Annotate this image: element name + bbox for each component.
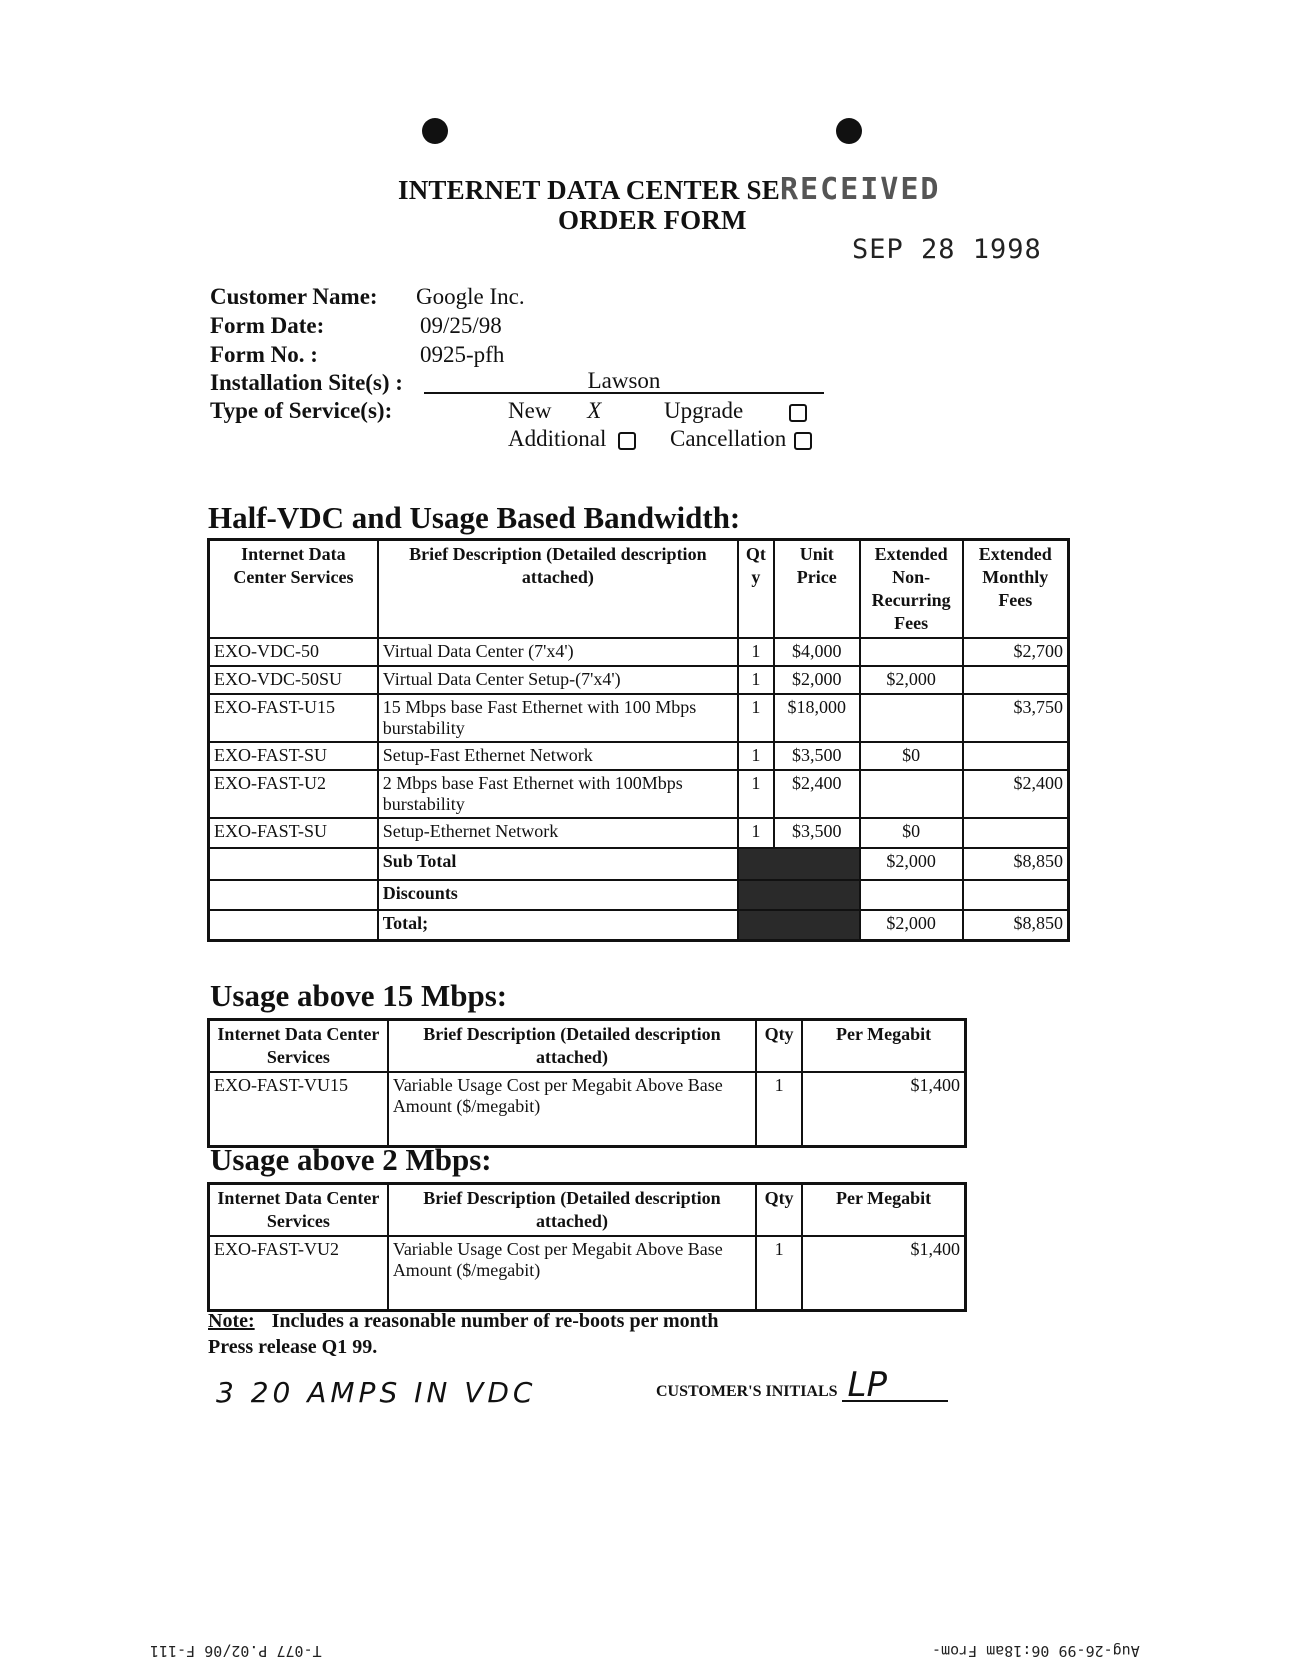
form-title-line1: INTERNET DATA CENTER SERECEIVED	[398, 172, 941, 207]
header-per-megabit: Per Megabit	[802, 1184, 965, 1237]
cell-desc: Virtual Data Center (7'x4')	[378, 638, 738, 666]
cell-code: EXO-VDC-50SU	[209, 666, 378, 694]
option-new	[508, 398, 601, 424]
initials-field	[656, 1365, 948, 1405]
table-row	[209, 770, 1069, 818]
additional-checkbox-icon	[618, 432, 636, 450]
cell-price: $2,400	[774, 770, 860, 818]
bandwidth-table	[207, 538, 1070, 942]
initials-label: CUSTOMER'S INITIALS	[656, 1383, 838, 1400]
cell-mrc	[963, 818, 1069, 848]
table-row	[209, 666, 1069, 694]
table-row	[209, 638, 1069, 666]
redacted-block	[738, 880, 860, 910]
table-header-row	[209, 1184, 966, 1237]
type-of-service-label: Type of Service(s):	[210, 398, 393, 423]
table-header-row	[209, 540, 1069, 639]
cell-per: $1,400	[802, 1236, 965, 1310]
usage-2-table	[207, 1182, 967, 1312]
cell-price: $3,500	[774, 818, 860, 848]
cell-qty: 1	[738, 818, 774, 848]
cell-nrc: $0	[860, 818, 963, 848]
cell-code: EXO-FAST-VU15	[209, 1072, 388, 1146]
cell-empty	[860, 880, 963, 910]
header-description: Brief Description (Detailed description attached)	[388, 1184, 756, 1237]
upgrade-checkbox-icon	[789, 404, 807, 422]
table-row	[209, 742, 1069, 770]
form-date-value: 09/25/98	[420, 313, 502, 338]
note-label: Note:	[208, 1310, 255, 1332]
initials-value: LP	[842, 1370, 948, 1402]
date-stamp: SEP 28 1998	[852, 234, 1042, 265]
header-monthly: Extended Monthly Fees	[963, 540, 1069, 639]
option-additional-label: Additional	[508, 426, 607, 451]
form-date-label: Form Date:	[210, 313, 325, 338]
section3-heading: Usage above 2 Mbps:	[210, 1142, 492, 1177]
form-title-line2: ORDER FORM	[558, 205, 747, 235]
cell-mrc: $2,400	[963, 770, 1069, 818]
cell-qty: 1	[738, 770, 774, 818]
cell-price: $2,000	[774, 666, 860, 694]
redacted-block	[738, 910, 860, 940]
table-row	[209, 1236, 966, 1310]
punch-hole-left	[422, 118, 448, 144]
cell-price: $4,000	[774, 638, 860, 666]
total-row	[209, 910, 1069, 940]
subtotal-nrc: $2,000	[860, 848, 963, 880]
subtotal-mrc: $8,850	[963, 848, 1069, 880]
header-services: Internet Data Center Services	[209, 1184, 388, 1237]
option-cancellation-label: Cancellation	[670, 426, 787, 451]
cell-mrc: $2,700	[963, 638, 1069, 666]
header-qty: Qt y	[738, 540, 774, 639]
note-line	[208, 1310, 719, 1333]
customer-name-label: Customer Name:	[210, 284, 378, 309]
total-nrc: $2,000	[860, 910, 963, 940]
option-upgrade-label: Upgrade	[664, 398, 744, 423]
cell-qty: 1	[738, 666, 774, 694]
option-upgrade	[664, 398, 807, 424]
table-row	[209, 694, 1069, 742]
discounts-label: Discounts	[378, 880, 738, 910]
cell-qty: 1	[756, 1236, 802, 1310]
cell-desc: 2 Mbps base Fast Ethernet with 100Mbps burstability	[378, 770, 738, 818]
installation-site-value: Lawson	[424, 368, 824, 394]
header-unit-price: Unit Price	[774, 540, 860, 639]
cell-empty	[209, 880, 378, 910]
header-description: Brief Description (Detailed description attached)	[388, 1020, 756, 1073]
cell-code: EXO-VDC-50	[209, 638, 378, 666]
fax-footer-right: Aug-26-99 06:18am From-	[932, 1642, 1140, 1660]
cell-desc: Setup-Ethernet Network	[378, 818, 738, 848]
fax-footer-left: T-077 P.02/06 F-111	[150, 1642, 322, 1660]
cell-nrc: $0	[860, 742, 963, 770]
table-header-row	[209, 1020, 966, 1073]
subtotal-row	[209, 848, 1069, 880]
press-release: Press release Q1 99.	[208, 1336, 378, 1358]
form-no-value: 0925-pfh	[420, 342, 505, 367]
installation-site-label: Installation Site(s) :	[210, 370, 403, 395]
total-mrc: $8,850	[963, 910, 1069, 940]
handwritten-note: 3 20 AMPS IN VDC	[216, 1376, 537, 1409]
cell-nrc: $2,000	[860, 666, 963, 694]
cell-price: $18,000	[774, 694, 860, 742]
cell-qty: 1	[756, 1072, 802, 1146]
option-cancellation	[670, 426, 812, 452]
cell-per: $1,400	[802, 1072, 965, 1146]
cell-empty	[209, 910, 378, 940]
cell-empty	[963, 880, 1069, 910]
header-nonrecurring: Extended Non-Recurring Fees	[860, 540, 963, 639]
option-new-label: New	[508, 398, 552, 423]
cell-code: EXO-FAST-SU	[209, 742, 378, 770]
cell-code: EXO-FAST-U2	[209, 770, 378, 818]
option-additional	[508, 426, 636, 452]
header-description: Brief Description (Detailed description attached)	[378, 540, 738, 639]
header-services: Internet Data Center Services	[209, 540, 378, 639]
customer-name-value: Google Inc.	[416, 284, 525, 309]
cell-mrc	[963, 742, 1069, 770]
cell-desc: 15 Mbps base Fast Ethernet with 100 Mbps burstability	[378, 694, 738, 742]
header-qty: Qty	[756, 1020, 802, 1073]
total-label: Total;	[378, 910, 738, 940]
cell-desc: Variable Usage Cost per Megabit Above Base Amount ($/megabit)	[388, 1236, 756, 1310]
table-row	[209, 818, 1069, 848]
cell-desc: Setup-Fast Ethernet Network	[378, 742, 738, 770]
cell-nrc	[860, 694, 963, 742]
cell-nrc	[860, 770, 963, 818]
note-text: Includes a reasonable number of re-boots per month	[271, 1310, 719, 1332]
section2-heading: Usage above 15 Mbps:	[210, 978, 508, 1013]
subtotal-label: Sub Total	[378, 848, 738, 880]
cell-code: EXO-FAST-VU2	[209, 1236, 388, 1310]
cell-qty: 1	[738, 694, 774, 742]
option-new-mark: X	[587, 398, 602, 423]
cell-price: $3,500	[774, 742, 860, 770]
cell-nrc	[860, 638, 963, 666]
redacted-block	[738, 848, 860, 880]
header-per-megabit: Per Megabit	[802, 1020, 965, 1073]
cell-desc: Variable Usage Cost per Megabit Above Base Amount ($/megabit)	[388, 1072, 756, 1146]
discounts-row	[209, 880, 1069, 910]
cancellation-checkbox-icon	[794, 432, 812, 450]
header-qty: Qty	[756, 1184, 802, 1237]
cell-mrc	[963, 666, 1069, 694]
received-stamp: RECEIVED	[779, 172, 941, 207]
form-no-label: Form No. :	[210, 342, 318, 367]
header-services: Internet Data Center Services	[209, 1020, 388, 1073]
punch-hole-right	[836, 118, 862, 144]
table-row	[209, 1072, 966, 1146]
usage-15-table	[207, 1018, 967, 1148]
section1-heading: Half-VDC and Usage Based Bandwidth:	[208, 500, 741, 535]
cell-empty	[209, 848, 378, 880]
cell-code: EXO-FAST-SU	[209, 818, 378, 848]
cell-code: EXO-FAST-U15	[209, 694, 378, 742]
cell-desc: Virtual Data Center Setup-(7'x4')	[378, 666, 738, 694]
cell-qty: 1	[738, 742, 774, 770]
cell-mrc: $3,750	[963, 694, 1069, 742]
cell-qty: 1	[738, 638, 774, 666]
